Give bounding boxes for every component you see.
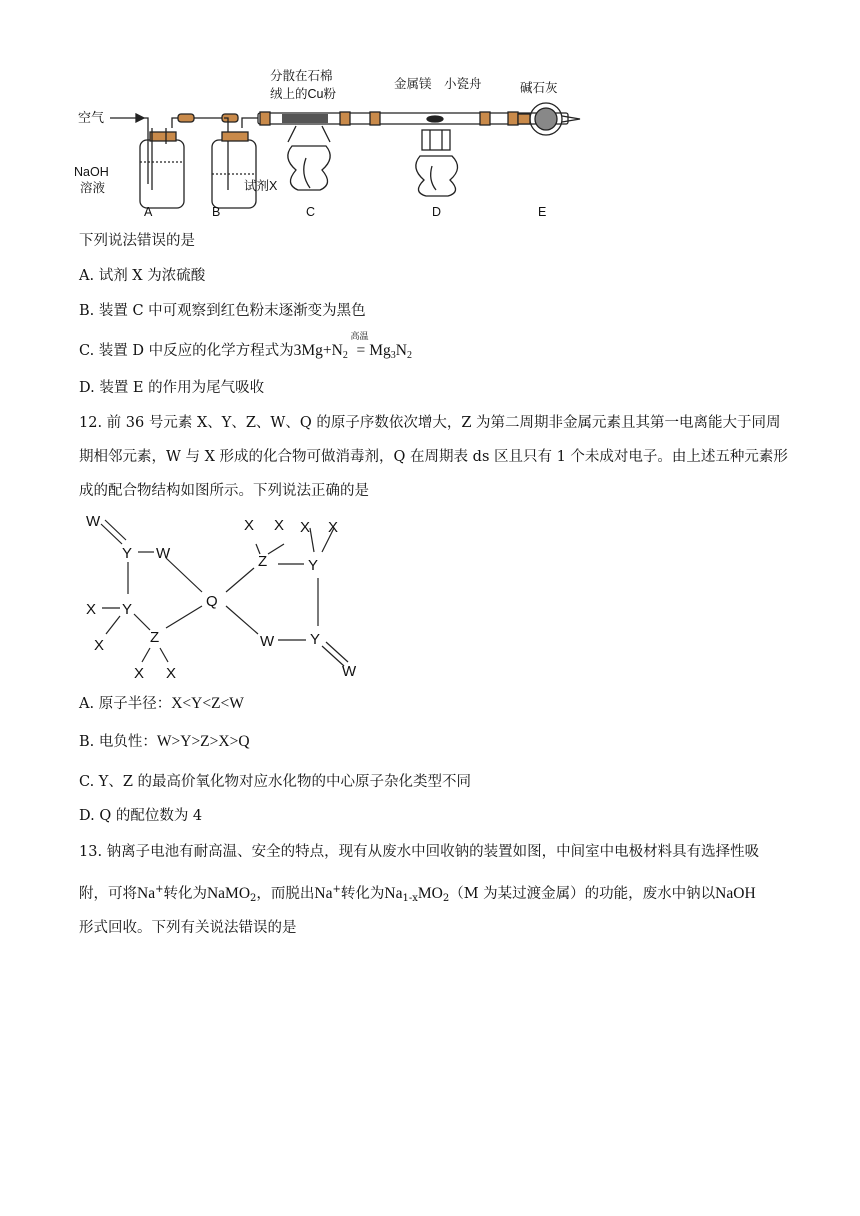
q12-option-a: A. 原子半径：X<Y<Z<W xyxy=(79,695,244,712)
q13-line-1: 13. 钠离子电池有耐高温、安全的特点，现有从废水中回收钠的装置如图，中间室中电极材料具有选择性吸 xyxy=(79,844,760,860)
q11-option-b: B. 装置 C 中可观察到红色粉末逐渐变为黑色 xyxy=(79,303,366,319)
atom-y3: Y xyxy=(308,557,319,574)
q13-line-2: 附，可将Na+转化为NaMO$_2$，而脱出Na+转化为$Na_{1-x}MO_2(M$ 为某过渡金属）的功能，废水中钠以NaOH xyxy=(79,884,756,904)
q11-option-d: D. 装置 E 的作用为尾气吸收 xyxy=(79,380,265,396)
q11-stem: 下列说法错误的是 xyxy=(79,233,195,249)
atom-w2: W xyxy=(156,545,171,562)
atom-x4: X xyxy=(166,665,177,682)
cu-label-1: 分散在石棉 xyxy=(270,69,333,83)
atom-x8: X xyxy=(328,519,339,536)
equation-lhs: $3Mg+N_2$ xyxy=(293,342,348,361)
q11-option-a: A. 试剂 X 为浓硫酸 xyxy=(79,268,206,284)
cu-label-2: 绒上的Cu粉 xyxy=(270,87,336,101)
atom-w3: W xyxy=(260,633,275,650)
apparatus-label-c: C xyxy=(306,205,316,219)
atom-x2: X xyxy=(94,637,105,654)
reagent-x-label: 试剂X xyxy=(244,179,278,193)
atom-x6: X xyxy=(274,517,285,534)
apparatus-label-d: D xyxy=(432,205,442,219)
q12-option-b: B. 电负性：W>Y>Z>X>Q xyxy=(79,733,250,750)
q13-line-3: 形式回收。下列有关说法错误的是 xyxy=(79,920,297,936)
q12-option-c: C. Y、Z 的最高价氧化物对应水化物的中心原子杂化类型不同 xyxy=(79,774,472,790)
q11-option-c xyxy=(79,332,412,366)
atom-y2: Y xyxy=(122,601,133,618)
complex-structure-diagram xyxy=(78,508,378,684)
reaction-condition: 高温 xyxy=(350,332,369,342)
atom-z2: Z xyxy=(258,553,268,570)
mg-label: 金属镁 xyxy=(394,77,432,91)
atom-w4: W xyxy=(342,663,357,680)
equation-rhs: $Mg_3N_2$ xyxy=(369,342,412,361)
apparatus-diagram xyxy=(70,62,590,224)
atom-x1: X xyxy=(86,601,97,618)
atom-y1: Y xyxy=(122,545,133,562)
apparatus-label-a: A xyxy=(144,205,153,219)
apparatus-label-b: B xyxy=(212,205,221,219)
atom-y4: Y xyxy=(310,631,321,648)
q12-option-d: D. Q 的配位数为 4 xyxy=(79,808,203,824)
air-label: 空气 xyxy=(78,110,105,125)
naoh-label-1: NaOH xyxy=(74,165,109,179)
atom-w1: W xyxy=(86,513,101,530)
equation-equals: 高温 = xyxy=(356,341,365,361)
naoh-label-2: 溶液 xyxy=(80,181,106,195)
boat-label: 小瓷舟 xyxy=(444,77,482,91)
q11-option-c-text: C. 装置 D 中反应的化学方程式为 xyxy=(79,343,294,359)
atom-x7: X xyxy=(300,519,311,536)
q12-stem: 12. 前 36 号元素 X、Y、Z、W、Q 的原子序数依次增大，Z 为第二周期非金属元素且其第一电离能大于同周期相邻元素，W 与 X 形成的化合物可做消毒剂，Q 在周期表 ds 区且只有 1 个未成对电子。由上述五种元素形成的配合物结构如图所示。下列说法正确的是 xyxy=(79,415,788,499)
atom-q: Q xyxy=(206,593,218,610)
apparatus-label-e: E xyxy=(538,205,547,219)
atom-x5: X xyxy=(244,517,255,534)
soda-lime-label: 碱石灰 xyxy=(520,81,558,95)
atom-x3: X xyxy=(134,665,145,682)
atom-z1: Z xyxy=(150,629,160,646)
